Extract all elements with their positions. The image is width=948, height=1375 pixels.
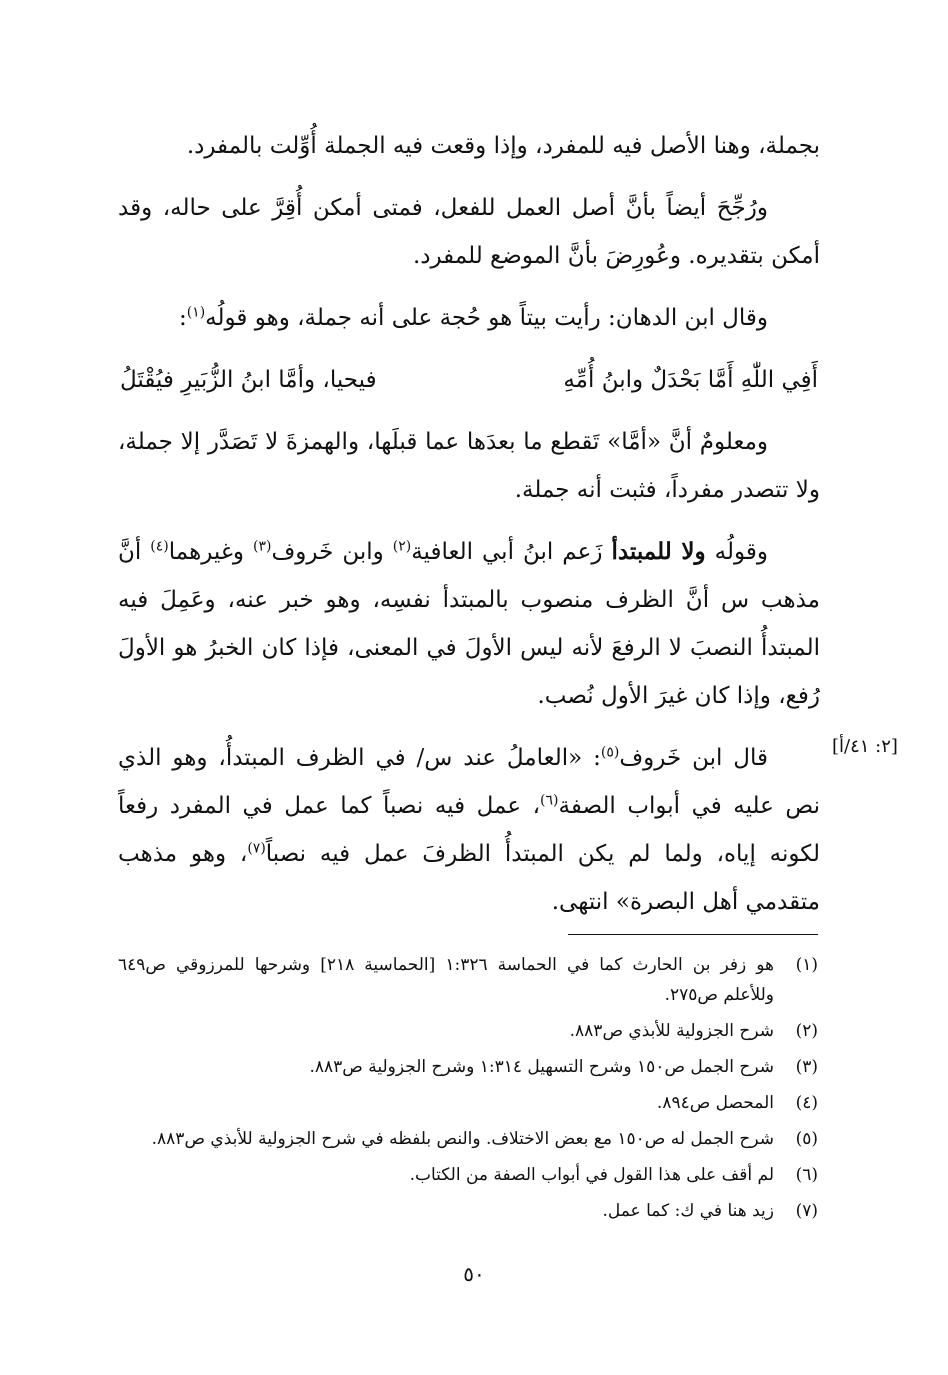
paragraph-5-text-b: زَعم ابنُ أبي العافية xyxy=(411,539,612,565)
paragraph-6-text-a: قال ابن خَروف xyxy=(619,745,768,771)
quoted-phrase: ولا للمبتدأ xyxy=(611,538,706,565)
paragraph-5-text-e: أنَّ مذهب س أنَّ الظرف منصوب بالمبتدأ نفسِه، وهو خبر عنه، وعَمِلَ فيه المبتدأُ النصبَ لا الرفعَ لأنه ليس الأولَ في المعنى، فإذا كان الخبرُ هو الأولَ رُفع، وإذا كان غيرَ الأول نُصب. xyxy=(118,539,820,709)
footnote-number: (١) xyxy=(795,955,818,975)
footnote-ref-2[interactable]: (٢) xyxy=(392,538,412,555)
paragraph-5-text-a: وقولُه xyxy=(705,539,768,565)
footnote-item xyxy=(118,1052,818,1082)
footnote-item xyxy=(118,1124,818,1154)
verse-first-hemistich: أَفِي اللّٰهِ أَمَّا بَحْدَلٌ وابنُ أُمِّهِ xyxy=(563,367,818,393)
paragraph-1: بجملة، وهنا الأصل فيه للمفرد، وإذا وقعت فيه الجملة أُوِّلت بالمفرد. xyxy=(186,133,820,159)
footnote-text: شرح الجمل له ص١٥٠ مع بعض الاختلاف. والنص بلفظه في شرح الجزولية للأبذي ص٨٨٣. xyxy=(151,1129,774,1149)
footnote-item xyxy=(118,950,818,1010)
footnote-ref-3[interactable]: (٣) xyxy=(252,538,272,555)
footnote-text: شرح الجمل ص١٥٠ وشرح التسهيل ١:٣١٤ وشرح الجزولية ص٨٨٣. xyxy=(309,1057,774,1077)
paragraph-4: ومعلومٌ أنَّ «أمَّا» تَقطع ما بعدَها عما قبلَها، والهمزةَ لا تَصَدَّر إلا جملة، ولا تتصدر مفرداً، فثبت أنه جملة. xyxy=(118,429,820,503)
footnote-ref-1[interactable]: (١) xyxy=(186,304,206,321)
paragraph-3 xyxy=(118,294,820,342)
paragraph-6-text-b: : «العاملُ عند س/ في الظرف المبتدأُ، وهو الذي نص عليه في أبواب الصفة xyxy=(118,745,820,819)
page-number: ٥٠ xyxy=(463,1262,485,1286)
manuscript-margin-reference: [٢: ٤١/أ] xyxy=(832,736,898,757)
footnotes-list xyxy=(118,950,818,1232)
footnote-number: (٢) xyxy=(795,1021,818,1041)
paragraph-2: ورُجِّحَ أيضاً بأنَّ أصل العمل للفعل، فمتى أمكن أُقِرَّ على حاله، وقد أمكن بتقديره. وعُورِضَ بأنَّ الموضع للمفرد. xyxy=(118,195,820,269)
paragraph-3-colon: : xyxy=(178,305,187,331)
paragraph-5-text-d: وغيرهما xyxy=(168,539,253,565)
footnote-text: هو زفر بن الحارث كما في الحماسة ١:٣٢٦ [الحماسية ٢١٨] وشرحها للمرزوقي ص٦٤٩ وللأعلم ص٢٧٥. xyxy=(118,955,774,1005)
paragraph-6-text-d: ، وهو مذهب متقدمي أهل البصرة» انتهى. xyxy=(118,841,820,915)
footnote-number: (٥) xyxy=(795,1129,818,1149)
footnote-item xyxy=(118,1088,818,1118)
footnote-ref-6[interactable]: (٦) xyxy=(540,792,559,809)
footnote-number: (٣) xyxy=(795,1057,818,1077)
verse-second-hemistich: فيحيا، وأمَّا ابنُ الزُّبَيرِ فيُقْتَلُ xyxy=(120,367,377,393)
footnote-text: لم أقف على هذا القول في أبواب الصفة من الكتاب. xyxy=(409,1165,774,1185)
paragraph-5 xyxy=(118,528,820,720)
footnote-separator xyxy=(568,934,818,935)
main-text xyxy=(118,122,820,926)
footnote-item xyxy=(118,1196,818,1226)
paragraph-5-text-c: وابن خَروف xyxy=(271,539,393,565)
footnote-item xyxy=(118,1016,818,1046)
footnote-number: (٦) xyxy=(795,1165,818,1185)
footnote-ref-7[interactable]: (٧) xyxy=(247,840,266,857)
footnote-text: زيد هنا في ك: كما عمل. xyxy=(602,1201,774,1221)
paragraph-6 xyxy=(118,734,820,926)
paragraph-6-text-c: ، عمل فيه نصباً كما عمل في المفرد رفعاً لكونه إياه، ولما لم يكن المبتدأُ الظرفَ عمل فيه نصباً xyxy=(118,793,820,867)
footnote-number: (٤) xyxy=(795,1093,818,1113)
footnote-text: المحصل ص٨٩٤. xyxy=(656,1093,774,1113)
footnote-ref-5[interactable]: (٥) xyxy=(600,744,620,761)
footnote-ref-4[interactable]: (٤) xyxy=(150,538,169,555)
paragraph-3-text: وقال ابن الدهان: رأيت بيتاً هو حُجة على أنه جملة، وهو قولُه xyxy=(205,305,768,331)
footnote-number: (٧) xyxy=(795,1201,818,1221)
footnote-item xyxy=(118,1160,818,1190)
poetry-verse xyxy=(118,356,820,404)
footnote-text: شرح الجزولية للأبذي ص٨٨٣. xyxy=(569,1021,774,1041)
